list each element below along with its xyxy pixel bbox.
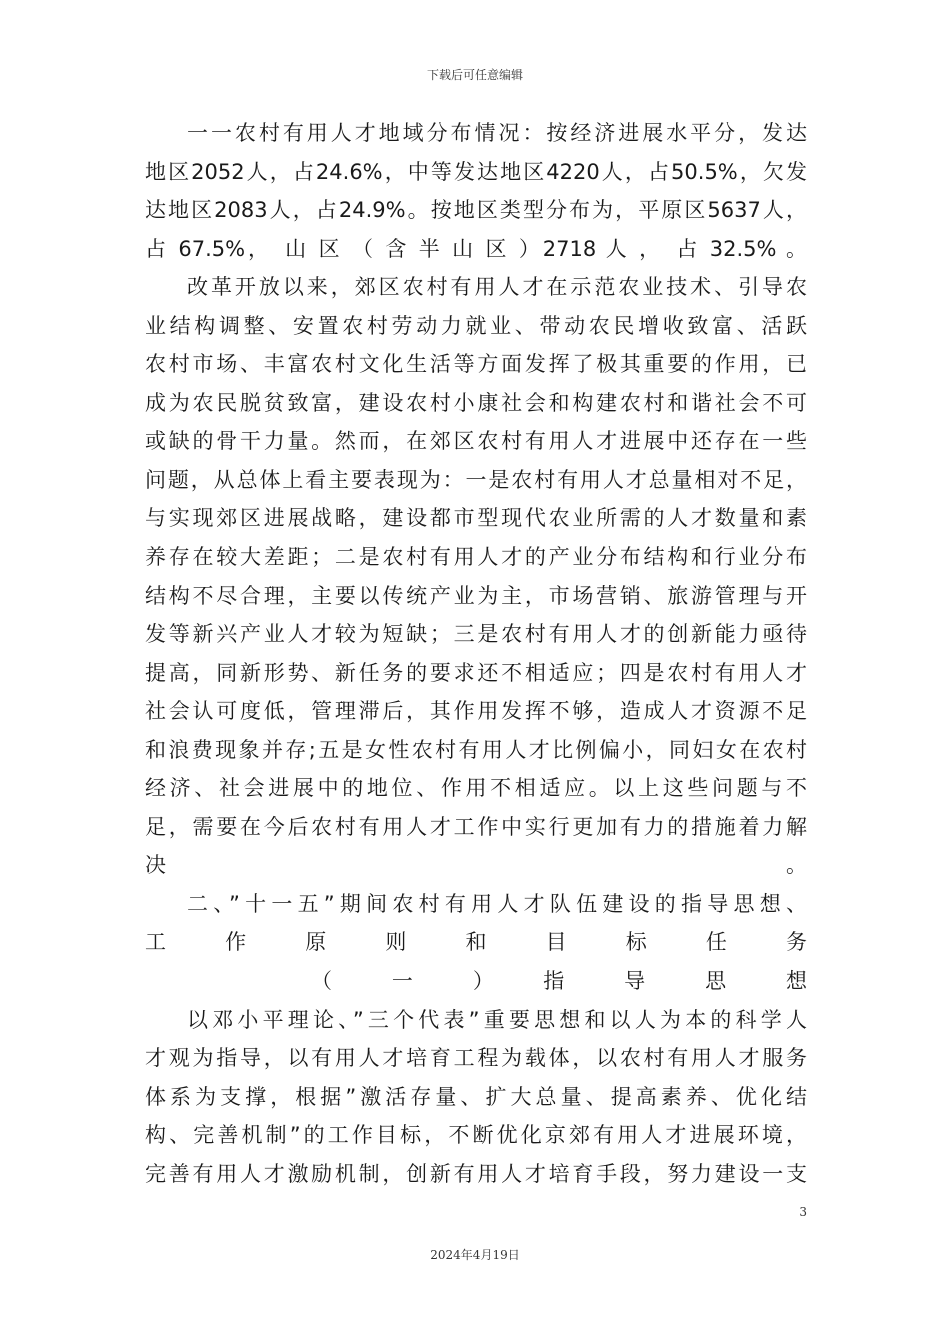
- page-header: 下载后可任意编辑: [426, 68, 523, 82]
- paragraph-line: 才观为指导，以有用人才培育工程为载体，以农村有用人才服务: [145, 1046, 807, 1071]
- paragraph-line: 和浪费现象并存;五是女性农村有用人才比例偏小，同妇女在农村: [145, 737, 807, 762]
- paragraph-line: 达地区2083人，占24.9%。按地区类型分布为，平原区5637人，: [145, 198, 807, 223]
- paragraph-line: 决 。: [145, 853, 807, 878]
- paragraph-line: 体系为支撑，根据”激活存量、扩大总量、提高素养、优化结: [145, 1084, 807, 1109]
- paragraph-line: 农村市场、丰富农村文化生活等方面发挥了极其重要的作用，已: [145, 352, 807, 377]
- paragraph-line: 占 67.5%， 山 区 （ 含 半 山 区 ）2718 人 ， 占 32.5% 。: [145, 236, 807, 261]
- paragraph-line: 足，需要在今后农村有用人才工作中实行更加有力的措施着力解: [145, 814, 807, 839]
- section-heading-line: 二、”十一五”期间农村有用人才队伍建设的指导思想、: [187, 891, 807, 916]
- page-number: 3: [799, 1205, 807, 1219]
- paragraph-line: 发等新兴产业人才较为短缺；三是农村有用人才的创新能力亟待: [145, 622, 807, 647]
- paragraph-line: 一一农村有用人才地域分布情况：按经济进展水平分，发达: [187, 121, 807, 145]
- footer-date: 2024年4月19日: [430, 1248, 520, 1262]
- paragraph-line: 问题，从总体上看主要表现为：一是农村有用人才总量相对不足，: [145, 467, 807, 492]
- paragraph-line: 完善有用人才激励机制，创新有用人才培育手段，努力建设一支: [145, 1161, 807, 1186]
- paragraph-line: 以邓小平理论、”三个代表”重要思想和以人为本的科学人: [187, 1007, 807, 1032]
- paragraph-line: 社会认可度低，管理滞后，其作用发挥不够，造成人才资源不足: [145, 699, 807, 724]
- paragraph-line: 经济、社会进展中的地位、作用不相适应。以上这些问题与不: [145, 776, 807, 801]
- paragraph-line: 结构不尽合理，主要以传统产业为主，市场营销、旅游管理与开: [145, 583, 807, 608]
- paragraph-line: 地区2052人，占24.6%，中等发达地区4220人，占50.5%，欠发: [145, 159, 807, 184]
- subsection-heading: （ 一 ） 指 导 思 想: [311, 969, 807, 994]
- paragraph-line: 提高，同新形势、新任务的要求还不相适应；四是农村有用人才: [145, 660, 807, 685]
- paragraph-line: 或缺的骨干力量。然而，在郊区农村有用人才进展中还存在一些: [145, 429, 807, 454]
- paragraph-line: 改革开放以来，郊区农村有用人才在示范农业技术、引导农: [187, 275, 807, 300]
- document-body: [145, 114, 807, 1193]
- paragraph-line: 与实现郊区进展战略，建设都市型现代农业所需的人才数量和素: [145, 506, 807, 531]
- paragraph-line: 成为农民脱贫致富，建设农村小康社会和构建农村和谐社会不可: [145, 390, 807, 415]
- paragraph-line: 构、完善机制”的工作目标，不断优化京郊有用人才进展环境，: [145, 1123, 807, 1148]
- paragraph-line: 业结构调整、安置农村劳动力就业、带动农民增收致富、活跃: [145, 313, 807, 338]
- paragraph-line: 养存在较大差距；二是农村有用人才的产业分布结构和行业分布: [145, 545, 807, 570]
- section-heading-line: 工 作 原 则 和 目 标 任 务: [145, 930, 807, 955]
